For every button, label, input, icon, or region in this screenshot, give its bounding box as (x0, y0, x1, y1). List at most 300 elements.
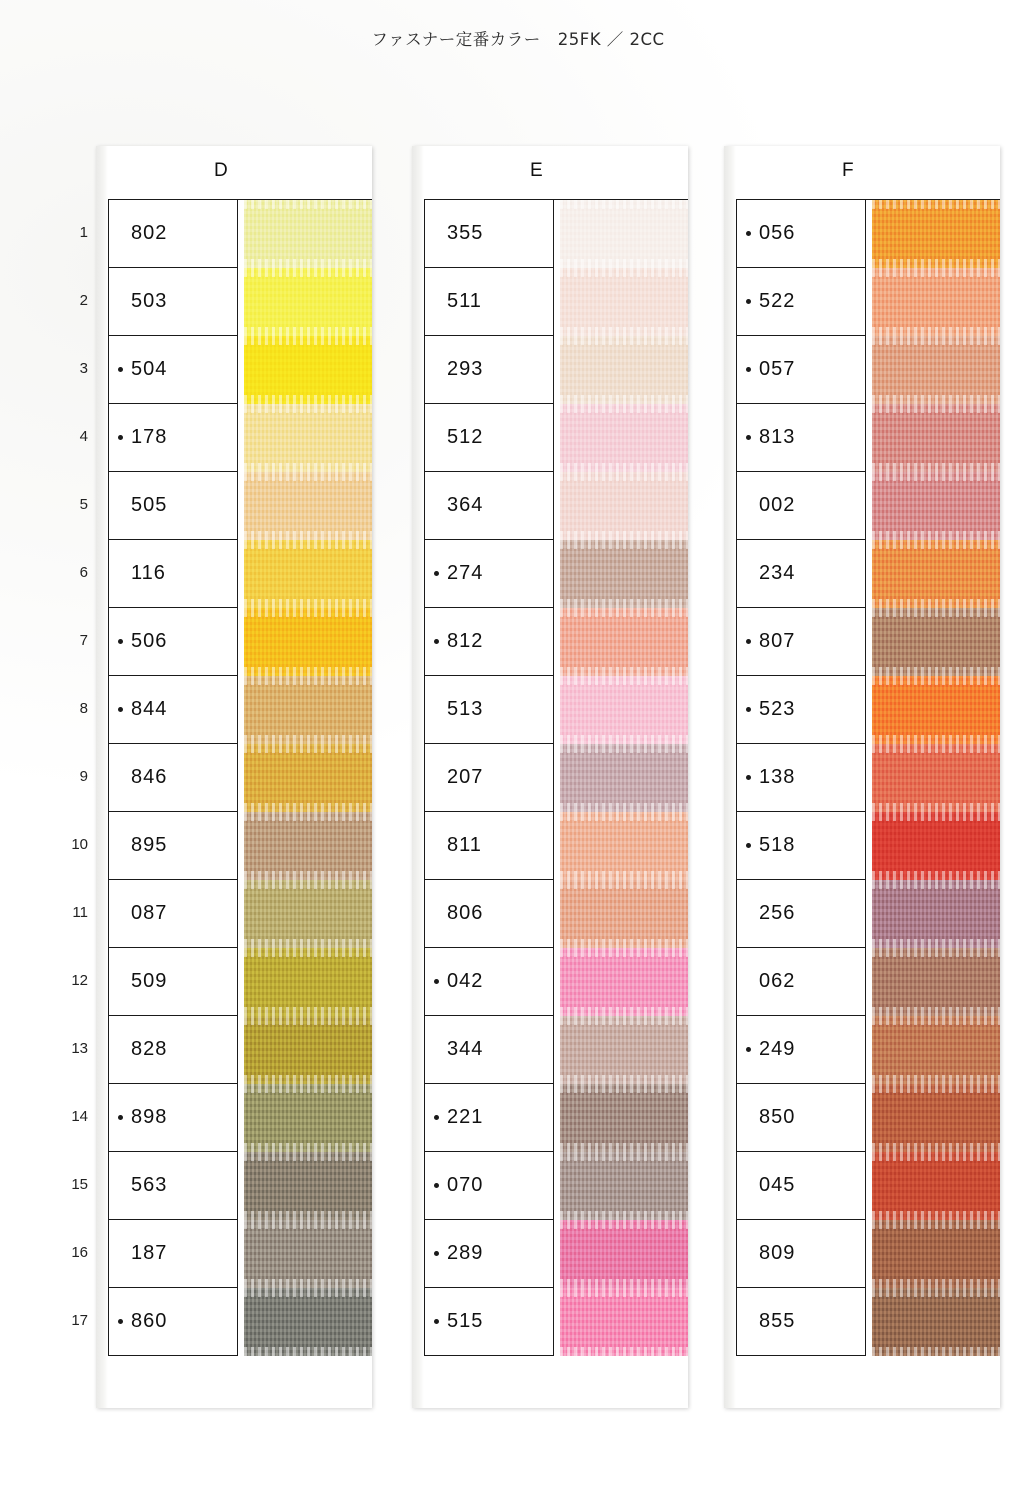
swatch-texture (244, 812, 372, 880)
bullet-dot-icon (118, 1115, 123, 1120)
bullet-dot-icon (746, 367, 751, 372)
color-code-cell (424, 744, 554, 812)
fabric-swatch (560, 200, 688, 268)
page-title: ファスナー定番カラー 25FK ／ 2CC (371, 30, 665, 49)
swatch-texture (872, 1288, 1000, 1356)
swatch-texture (560, 268, 688, 336)
fabric-swatch (560, 268, 688, 336)
table-row (108, 1220, 372, 1288)
swatch-texture (244, 336, 372, 404)
zipper-teeth-bottom (872, 1075, 1000, 1084)
row-number: 10 (71, 836, 88, 853)
fabric-swatch (244, 608, 372, 676)
zipper-teeth-top (560, 1220, 688, 1229)
table-row (736, 744, 1000, 812)
color-code-label: 062 (759, 970, 796, 992)
table-row (108, 676, 372, 744)
fabric-swatch (872, 608, 1000, 676)
zipper-teeth-top (872, 948, 1000, 957)
fabric-swatch (244, 1084, 372, 1152)
zipper-teeth-bottom (244, 667, 372, 676)
color-code-cell (108, 1152, 238, 1220)
zipper-teeth-bottom (560, 735, 688, 744)
fabric-swatch (244, 948, 372, 1016)
color-code-label: 249 (759, 1038, 796, 1060)
swatch-texture (560, 200, 688, 268)
zipper-teeth-bottom (244, 1347, 372, 1356)
bullet-dot-icon (746, 299, 751, 304)
row-number: 8 (79, 700, 88, 717)
color-code-cell (108, 608, 238, 676)
bullet-dot-icon (434, 1319, 439, 1324)
zipper-teeth-bottom (872, 803, 1000, 812)
swatch-texture (244, 608, 372, 676)
zipper-teeth-top (872, 404, 1000, 413)
table-row (108, 744, 372, 812)
zipper-teeth-top (244, 1288, 372, 1297)
zipper-teeth-top (560, 472, 688, 481)
color-code-cell (424, 608, 554, 676)
color-card-f (724, 146, 1000, 1408)
card-edge (412, 146, 424, 1408)
table-row (736, 336, 1000, 404)
color-code-cell (736, 200, 866, 268)
bullet-dot-icon (118, 435, 123, 440)
swatch-texture (872, 608, 1000, 676)
color-code-cell (108, 336, 238, 404)
swatch-texture (244, 200, 372, 268)
zipper-teeth-bottom (560, 667, 688, 676)
fabric-swatch (244, 472, 372, 540)
swatch-rows-f (736, 200, 1000, 1356)
table-row (424, 744, 688, 812)
table-row (736, 472, 1000, 540)
table-row (736, 812, 1000, 880)
zipper-teeth-bottom (872, 1211, 1000, 1220)
color-code-label: 506 (131, 630, 168, 652)
swatch-texture (244, 540, 372, 608)
table-row (108, 1016, 372, 1084)
color-code-cell (108, 268, 238, 336)
swatch-texture (244, 744, 372, 812)
swatch-texture (872, 676, 1000, 744)
swatch-texture (560, 540, 688, 608)
swatch-texture (560, 812, 688, 880)
bullet-dot-icon (434, 1183, 439, 1188)
zipper-teeth-top (560, 880, 688, 889)
fabric-swatch (560, 540, 688, 608)
swatch-texture (560, 1016, 688, 1084)
color-code-cell (736, 336, 866, 404)
row-number: 14 (71, 1108, 88, 1125)
color-code-label: 513 (447, 698, 484, 720)
card-header-d (108, 146, 372, 200)
color-code-label: 809 (759, 1242, 796, 1264)
zipper-teeth-top (872, 472, 1000, 481)
zipper-teeth-top (560, 200, 688, 209)
row-number: 2 (79, 292, 88, 309)
row-number: 5 (79, 496, 88, 513)
color-code-cell (736, 880, 866, 948)
zipper-teeth-top (560, 1016, 688, 1025)
row-number: 3 (79, 360, 88, 377)
zipper-teeth-top (244, 812, 372, 821)
table-row (736, 1220, 1000, 1288)
card-header-e (424, 146, 688, 200)
zipper-teeth-bottom (560, 259, 688, 268)
color-code-cell (424, 676, 554, 744)
card-letter: F (842, 160, 854, 181)
zipper-teeth-top (872, 812, 1000, 821)
fabric-swatch (244, 812, 372, 880)
color-code-cell (424, 1152, 554, 1220)
fabric-swatch (244, 268, 372, 336)
row-number: 17 (71, 1312, 88, 1329)
color-code-cell (424, 404, 554, 472)
color-code-label: 898 (131, 1106, 168, 1128)
color-code-cell (736, 1220, 866, 1288)
table-row (736, 880, 1000, 948)
swatch-texture (872, 880, 1000, 948)
color-code-cell (108, 540, 238, 608)
table-row (424, 1288, 688, 1356)
fabric-swatch (872, 812, 1000, 880)
color-code-cell (424, 1016, 554, 1084)
zipper-teeth-bottom (560, 1075, 688, 1084)
table-row (424, 404, 688, 472)
bullet-dot-icon (746, 639, 751, 644)
table-row (736, 608, 1000, 676)
table-row (424, 608, 688, 676)
fabric-swatch (560, 744, 688, 812)
swatch-texture (872, 404, 1000, 472)
fabric-swatch (560, 1084, 688, 1152)
color-code-cell (108, 1016, 238, 1084)
swatch-texture (560, 1288, 688, 1356)
row-number: 6 (79, 564, 88, 581)
fabric-swatch (872, 540, 1000, 608)
color-code-cell (108, 1288, 238, 1356)
swatch-texture (872, 472, 1000, 540)
color-code-cell (108, 1220, 238, 1288)
bullet-dot-icon (746, 843, 751, 848)
fabric-swatch (560, 812, 688, 880)
color-code-label: 274 (447, 562, 484, 584)
swatch-texture (872, 200, 1000, 268)
zipper-teeth-bottom (244, 1279, 372, 1288)
color-code-cell (424, 472, 554, 540)
zipper-teeth-bottom (244, 1211, 372, 1220)
table-row (108, 268, 372, 336)
table-row (108, 812, 372, 880)
swatch-texture (872, 1220, 1000, 1288)
color-code-label: 563 (131, 1174, 168, 1196)
swatch-texture (244, 1152, 372, 1220)
table-row (736, 404, 1000, 472)
row-number: 12 (71, 972, 88, 989)
color-code-cell (736, 268, 866, 336)
fabric-swatch (560, 472, 688, 540)
bullet-dot-icon (746, 707, 751, 712)
row-number: 15 (71, 1176, 88, 1193)
color-code-label: 042 (447, 970, 484, 992)
zipper-teeth-top (560, 404, 688, 413)
swatch-rows-d (108, 200, 372, 1356)
color-code-cell (424, 540, 554, 608)
bullet-dot-icon (434, 1115, 439, 1120)
swatch-texture (560, 404, 688, 472)
zipper-teeth-bottom (560, 803, 688, 812)
color-code-cell (108, 1084, 238, 1152)
swatch-texture (560, 948, 688, 1016)
zipper-teeth-top (560, 948, 688, 957)
table-row (108, 1152, 372, 1220)
swatch-texture (560, 880, 688, 948)
fabric-swatch (244, 540, 372, 608)
zipper-teeth-top (872, 1220, 1000, 1229)
zipper-teeth-top (560, 608, 688, 617)
zipper-teeth-top (872, 268, 1000, 277)
color-code-label: 806 (447, 902, 484, 924)
zipper-teeth-top (244, 336, 372, 345)
color-code-label: 207 (447, 766, 484, 788)
color-code-cell (736, 1016, 866, 1084)
fabric-swatch (560, 1220, 688, 1288)
color-code-label: 813 (759, 426, 796, 448)
fabric-swatch (560, 880, 688, 948)
zipper-teeth-top (244, 1220, 372, 1229)
zipper-teeth-top (244, 1016, 372, 1025)
color-code-label: 860 (131, 1310, 168, 1332)
table-row (108, 200, 372, 268)
zipper-teeth-top (244, 880, 372, 889)
color-code-label: 116 (131, 562, 166, 584)
table-row (424, 336, 688, 404)
fabric-swatch (244, 336, 372, 404)
color-code-label: 289 (447, 1242, 484, 1264)
color-card-e (412, 146, 688, 1408)
zipper-teeth-top (872, 676, 1000, 685)
fabric-swatch (244, 1220, 372, 1288)
zipper-teeth-bottom (244, 871, 372, 880)
table-row (424, 676, 688, 744)
color-code-label: 846 (131, 766, 168, 788)
swatch-texture (560, 1084, 688, 1152)
color-code-label: 355 (447, 222, 484, 244)
row-number: 11 (72, 904, 88, 921)
swatch-texture (244, 676, 372, 744)
table-row (424, 880, 688, 948)
swatch-texture (560, 744, 688, 812)
zipper-teeth-top (560, 812, 688, 821)
zipper-teeth-top (244, 1152, 372, 1161)
table-row (108, 336, 372, 404)
zipper-teeth-bottom (560, 939, 688, 948)
zipper-teeth-top (872, 880, 1000, 889)
zipper-teeth-top (872, 1016, 1000, 1025)
zipper-teeth-bottom (244, 735, 372, 744)
swatch-texture (560, 676, 688, 744)
color-code-label: 045 (759, 1174, 796, 1196)
zipper-teeth-bottom (872, 1143, 1000, 1152)
color-code-cell (424, 880, 554, 948)
zipper-teeth-bottom (872, 1007, 1000, 1016)
zipper-teeth-bottom (560, 1347, 688, 1356)
zipper-teeth-bottom (244, 395, 372, 404)
color-code-cell (736, 744, 866, 812)
table-row (736, 540, 1000, 608)
bullet-dot-icon (746, 775, 751, 780)
zipper-teeth-top (244, 540, 372, 549)
color-code-cell (108, 948, 238, 1016)
color-code-cell (424, 200, 554, 268)
swatch-texture (244, 472, 372, 540)
fabric-swatch (872, 1152, 1000, 1220)
zipper-teeth-bottom (872, 735, 1000, 744)
color-code-label: 855 (759, 1310, 796, 1332)
zipper-teeth-bottom (872, 531, 1000, 540)
color-code-label: 895 (131, 834, 168, 856)
fabric-swatch (872, 676, 1000, 744)
zipper-teeth-bottom (560, 599, 688, 608)
color-code-label: 293 (447, 358, 484, 380)
swatch-texture (560, 608, 688, 676)
zipper-teeth-top (244, 472, 372, 481)
zipper-teeth-bottom (872, 463, 1000, 472)
bullet-dot-icon (746, 231, 751, 236)
color-code-label: 070 (447, 1174, 484, 1196)
zipper-teeth-bottom (244, 1075, 372, 1084)
zipper-teeth-top (872, 336, 1000, 345)
color-code-label: 802 (131, 222, 168, 244)
card-edge (724, 146, 736, 1408)
color-code-label: 522 (759, 290, 796, 312)
swatch-texture (872, 744, 1000, 812)
table-row (108, 540, 372, 608)
table-row (108, 880, 372, 948)
zipper-teeth-bottom (560, 327, 688, 336)
color-code-label: 187 (131, 1242, 168, 1264)
color-code-label: 138 (759, 766, 796, 788)
fabric-swatch (872, 1016, 1000, 1084)
zipper-teeth-bottom (244, 1007, 372, 1016)
table-row (424, 812, 688, 880)
zipper-teeth-top (560, 744, 688, 753)
table-row (736, 1084, 1000, 1152)
zipper-teeth-top (244, 200, 372, 209)
zipper-teeth-bottom (244, 1143, 372, 1152)
zipper-teeth-top (872, 540, 1000, 549)
zipper-teeth-bottom (560, 395, 688, 404)
zipper-teeth-top (872, 608, 1000, 617)
zipper-teeth-bottom (872, 667, 1000, 676)
color-code-label: 512 (447, 426, 484, 448)
swatch-texture (872, 948, 1000, 1016)
swatch-texture (560, 1220, 688, 1288)
zipper-teeth-bottom (244, 463, 372, 472)
fabric-swatch (872, 336, 1000, 404)
row-number: 7 (79, 632, 88, 649)
color-code-label: 850 (759, 1106, 796, 1128)
zipper-teeth-bottom (560, 1211, 688, 1220)
table-row (736, 268, 1000, 336)
color-code-label: 812 (447, 630, 484, 652)
fabric-swatch (560, 948, 688, 1016)
color-code-label: 234 (759, 562, 796, 584)
color-code-label: 807 (759, 630, 796, 652)
bullet-dot-icon (746, 1047, 751, 1052)
zipper-teeth-top (560, 1084, 688, 1093)
swatch-texture (244, 1288, 372, 1356)
bullet-dot-icon (118, 639, 123, 644)
fabric-swatch (872, 1084, 1000, 1152)
color-card-d (96, 146, 372, 1408)
color-code-cell (108, 812, 238, 880)
zipper-teeth-top (560, 1288, 688, 1297)
zipper-teeth-bottom (244, 327, 372, 336)
zipper-teeth-top (872, 744, 1000, 753)
fabric-swatch (244, 404, 372, 472)
zipper-teeth-top (560, 268, 688, 277)
bullet-dot-icon (434, 571, 439, 576)
zipper-teeth-bottom (244, 939, 372, 948)
fabric-swatch (560, 1016, 688, 1084)
bullet-dot-icon (118, 707, 123, 712)
table-row (736, 200, 1000, 268)
fabric-swatch (872, 200, 1000, 268)
color-code-cell (424, 268, 554, 336)
color-code-label: 087 (131, 902, 168, 924)
table-row (424, 1084, 688, 1152)
fabric-swatch (872, 1288, 1000, 1356)
color-code-label: 178 (131, 426, 168, 448)
zipper-teeth-bottom (244, 259, 372, 268)
color-code-cell (108, 880, 238, 948)
bullet-dot-icon (434, 639, 439, 644)
color-code-cell (424, 812, 554, 880)
color-code-label: 344 (447, 1038, 484, 1060)
table-row (424, 268, 688, 336)
color-code-cell (108, 472, 238, 540)
fabric-swatch (244, 200, 372, 268)
fabric-swatch (244, 880, 372, 948)
row-number: 16 (71, 1244, 88, 1261)
zipper-teeth-bottom (560, 1007, 688, 1016)
zipper-teeth-top (872, 200, 1000, 209)
color-code-cell (424, 1084, 554, 1152)
fabric-swatch (872, 744, 1000, 812)
fabric-swatch (872, 268, 1000, 336)
swatch-rows-e (424, 200, 688, 1356)
color-code-cell (736, 1288, 866, 1356)
zipper-teeth-top (560, 540, 688, 549)
card-letter: D (214, 160, 228, 181)
zipper-teeth-bottom (560, 1279, 688, 1288)
color-code-cell (736, 1084, 866, 1152)
bullet-dot-icon (746, 435, 751, 440)
swatch-texture (872, 336, 1000, 404)
zipper-teeth-bottom (560, 531, 688, 540)
bullet-dot-icon (118, 367, 123, 372)
table-row (108, 948, 372, 1016)
zipper-teeth-bottom (244, 803, 372, 812)
zipper-teeth-bottom (872, 259, 1000, 268)
zipper-teeth-bottom (560, 871, 688, 880)
table-row (424, 1152, 688, 1220)
swatch-texture (872, 540, 1000, 608)
row-number: 4 (79, 428, 88, 445)
zipper-teeth-top (560, 336, 688, 345)
